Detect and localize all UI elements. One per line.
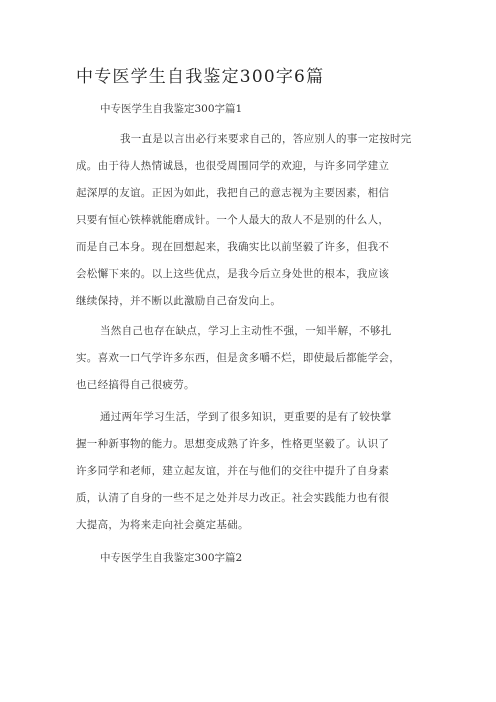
- paragraph-1-line-2: 成。由于待人热情诚恳，也很受周围同学的欢迎，与许多同学建立: [76, 160, 390, 172]
- document-title: 中专医学生自我鉴定300字6篇: [76, 67, 325, 87]
- paragraph-2-line-3: 也已经搞得自己很疲劳。: [76, 379, 195, 391]
- paragraph-1-line-6: 会松懈下来的。以上这些优点，是我今后立身处世的根本，我应该: [76, 268, 390, 280]
- paragraph-1-line-3: 起深厚的友谊。正因为如此，我把自己的意志视为主要因素，相信: [76, 187, 390, 199]
- paragraph-2-line-2: 实。喜欢一口气学许多东西，但是贪多嚼不烂，即使最后都能学会，: [76, 352, 400, 364]
- paragraph-3-line-5: 大提高，为将来走向社会奠定基础。: [76, 519, 249, 531]
- paragraph-3-line-3: 许多同学和老师，建立起友谊，并在与他们的交往中提升了自身素: [76, 465, 390, 477]
- paragraph-3-line-1: 通过两年学习生活，学到了很多知识，更重要的是有了较快掌: [100, 411, 392, 423]
- paragraph-1-line-7: 继续保持，并不断以此激励自己奋发向上。: [76, 295, 282, 307]
- paragraph-1-line-1: 我一直是以言出必行来要求自己的，答应别人的事一定按时完: [120, 133, 412, 145]
- paragraph-3-line-4: 质，认清了自身的一些不足之处并尽力改正。社会实践能力也有很: [76, 492, 390, 504]
- paragraph-1-line-5: 而是自己本身。现在回想起来，我确实比以前坚毅了许多，但我不: [76, 241, 390, 253]
- paragraph-1-line-4: 只要有恒心铁棒就能磨成针。一个人最大的敌人不是别的什么人，: [76, 214, 390, 226]
- paragraph-2-line-1: 当然自己也存在缺点，学习上主动性不强，一知半解，不够扎: [100, 325, 392, 337]
- section-heading-1: 中专医学生自我鉴定300字篇1: [100, 103, 243, 115]
- section-heading-2: 中专医学生自我鉴定300字篇2: [100, 552, 243, 564]
- paragraph-3-line-2: 握一种新事物的能力。思想变成熟了许多，性格更坚毅了。认识了: [76, 438, 390, 450]
